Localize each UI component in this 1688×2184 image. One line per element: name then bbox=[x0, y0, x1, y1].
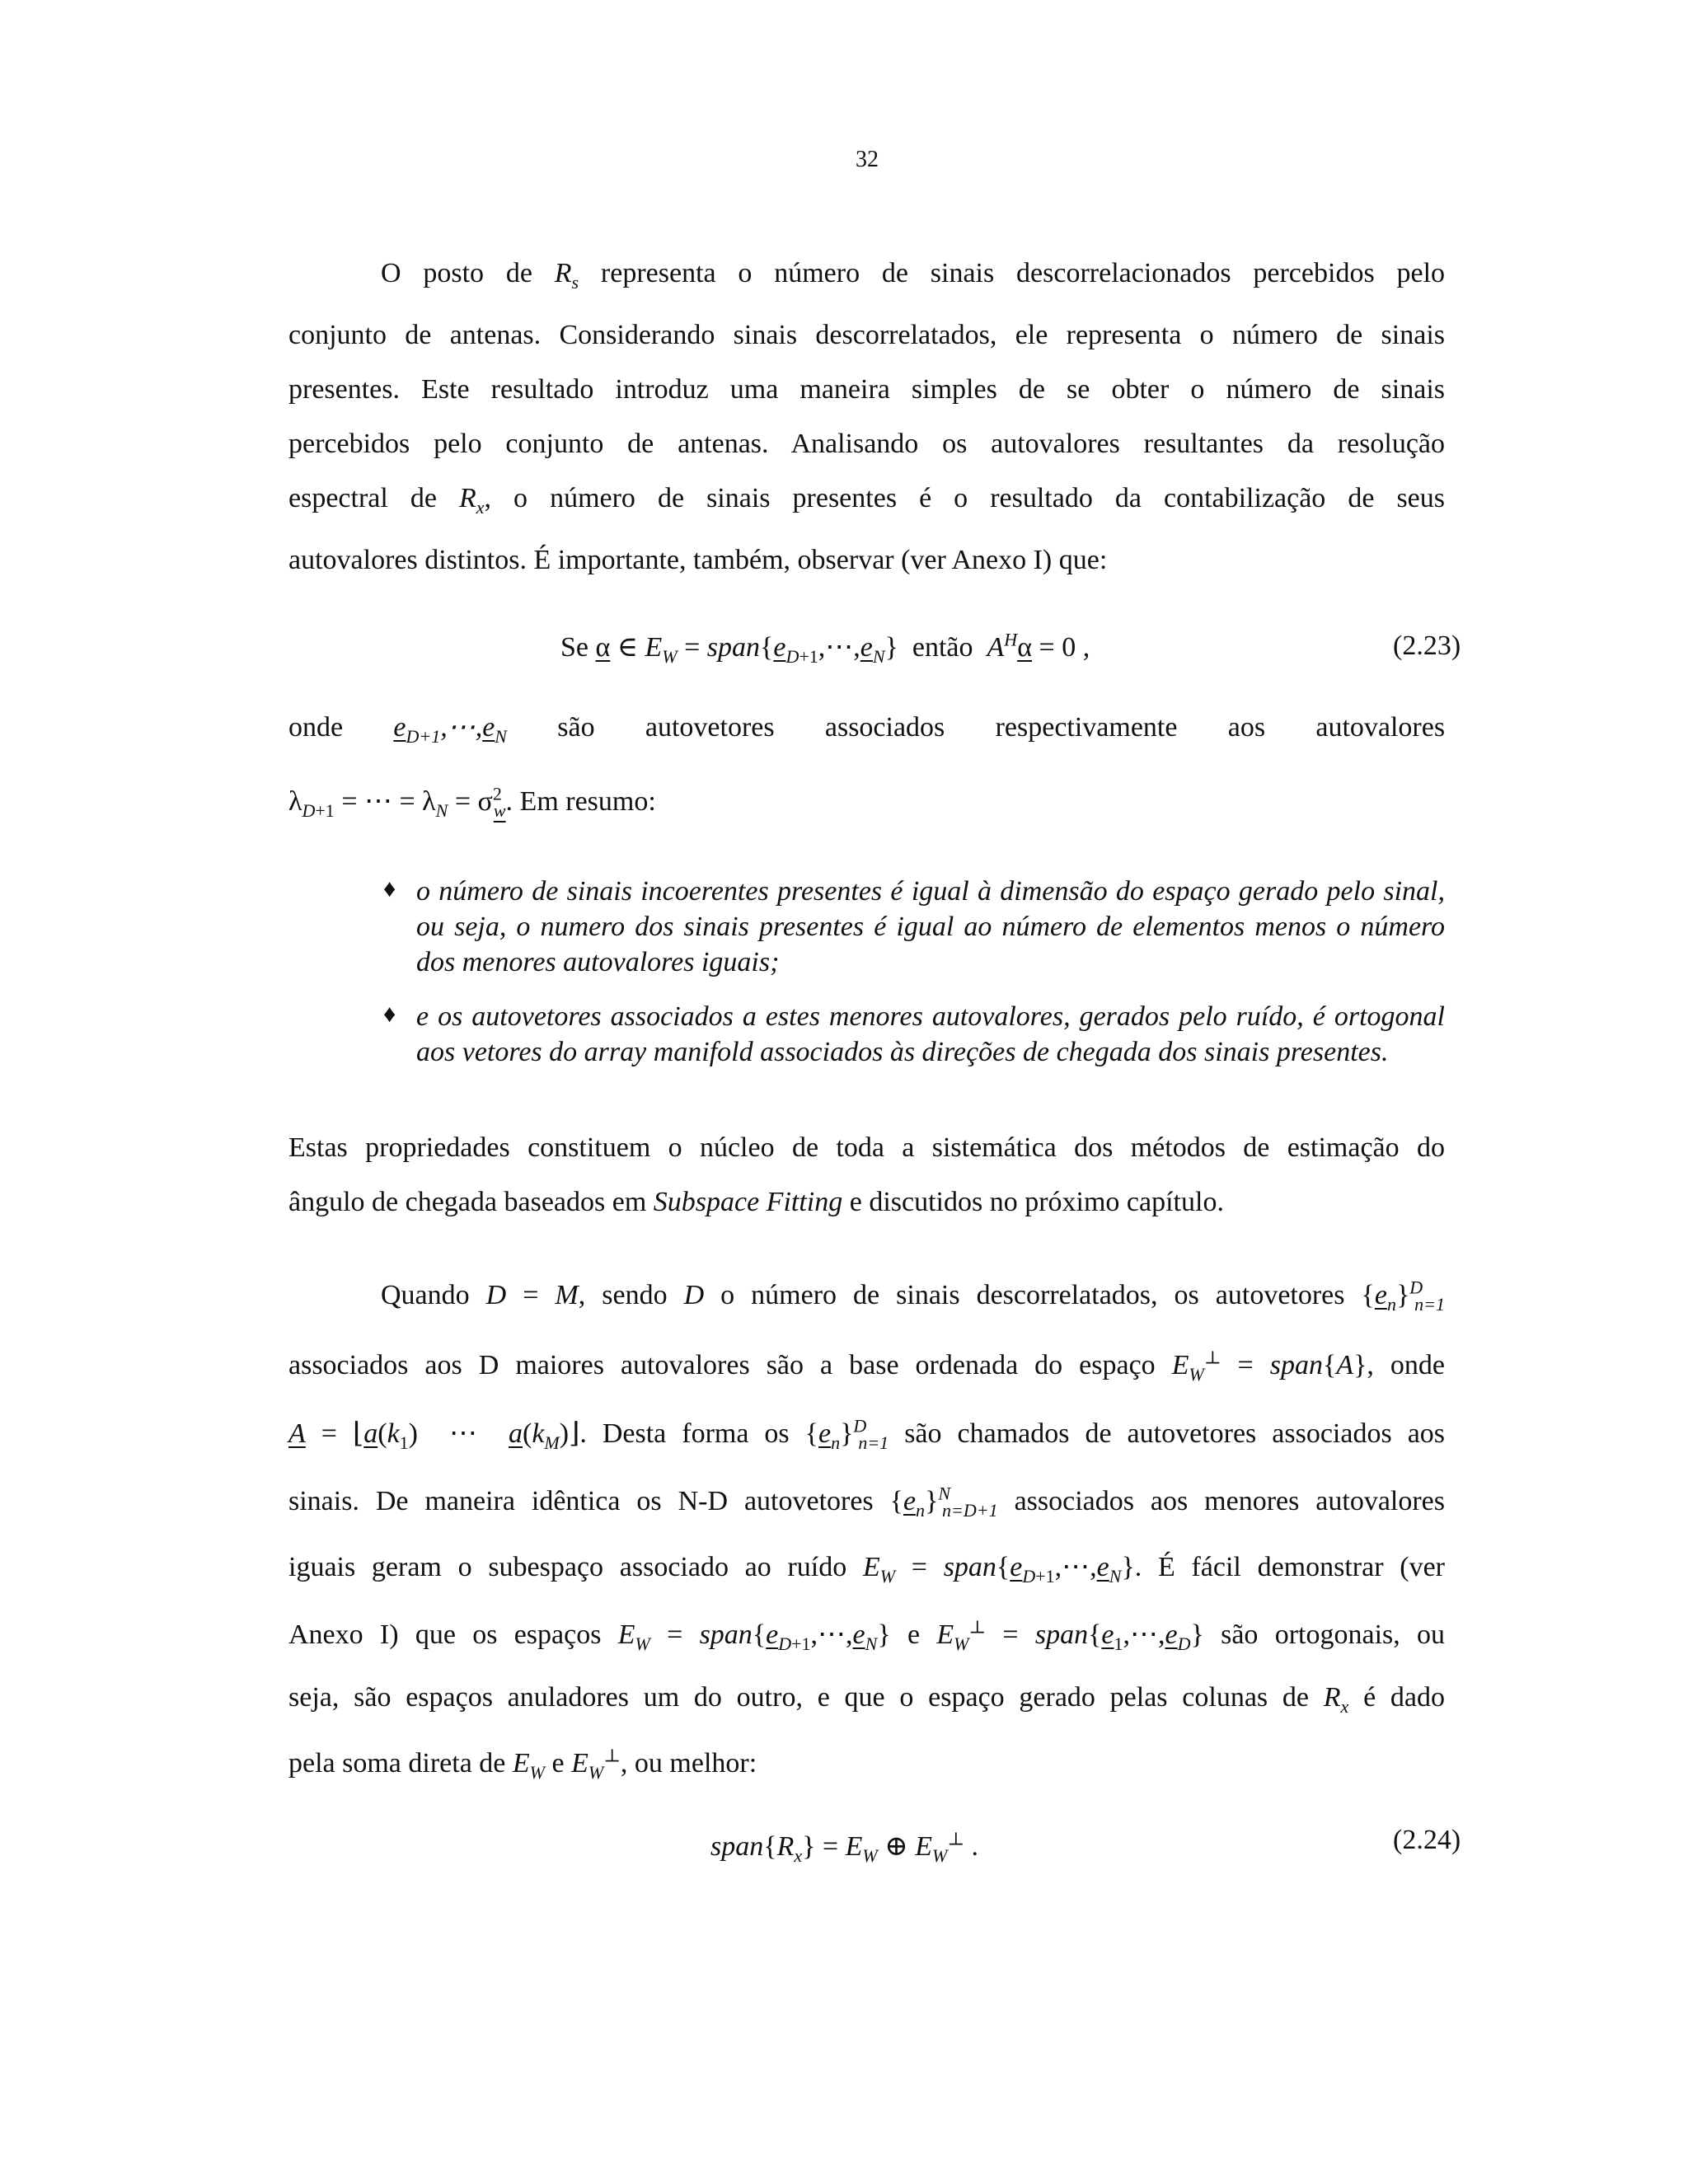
p4-line-3: $A = ⌊a(k_1)$ ⋯ $a(k_M)⌋$. Desta forma os $\{e_n\}^D_{n=1}$ são chamados de autovetores associados aos bbox=[288, 1415, 1446, 1453]
p1-line-4: percebidos pelo conjunto de antenas. Analisando os autovalores resultantes da resolução bbox=[288, 429, 1445, 459]
page-number: 32 bbox=[856, 147, 879, 172]
p4-line-2: associados aos D maiores autovalores são a base ordenada do espaço $E_W^\perp$ = span{A}, onde bbox=[288, 1347, 1445, 1385]
diamond-bullet-icon: ♦ bbox=[383, 1001, 396, 1028]
p3-line-1: Estas propriedades constituem o núcleo de toda a sistemática dos métodos de estimação do bbox=[288, 1132, 1445, 1163]
bullet-item-2: e os autovetores associados a estes menores autovalores, gerados pelo ruído, é ortogonal aos vetores do array manifold associados às direções de chegada dos sinais presentes. bbox=[416, 1001, 1445, 1067]
p2-line-2: $\lambda_{D+1}$ = ⋯ = $\lambda_N = \sigma^2_w$. Em resumo: bbox=[288, 783, 656, 821]
equation-2-24: $span\{R_x\} = E_W$ ⊕ $E_W^\perp$ . bbox=[710, 1828, 979, 1866]
p4-line-1: Quando D = M, sendo D o número de sinais descorrelatados, os autovetores $\{e_n\}^D_{n=1}$ bbox=[381, 1277, 1446, 1315]
p4-line-8: pela soma direta de $E_W$ e $E_W^\perp$, ou melhor: bbox=[288, 1745, 757, 1783]
p1-line-6: autovalores distintos. É importante, também, observar (ver Anexo I) que: bbox=[288, 545, 1108, 575]
p4-line-6: Anexo I) que os espaços $E_W$ = $span\{e_{D+1},\cdots,e_N\}$ e $E_W^\perp$ = $span\{e_1,\cdots,e_D\}$ são ortogonais, ou bbox=[288, 1616, 1446, 1654]
bullet-item-1: o número de sinais incoerentes presentes é igual à dimensão do espaço gerado pelo sinal, ou seja, o numero dos sinais presentes é igual ao número de elementos menos o número dos menores autovalores iguais; bbox=[416, 876, 1445, 977]
p1-line-1: O posto de $R_s$ representa o número de sinais descorrelacionados percebidos pelo bbox=[381, 258, 1446, 293]
p4-line-5: iguais geram o subespaço associado ao ruído $E_W$ = $span\{e_{D+1},\cdots,e_N\}$. É fácil demonstrar (ver bbox=[288, 1552, 1445, 1586]
equation-number-2-24: (2.24) bbox=[1393, 1825, 1461, 1855]
p2-line-1: onde $e_{D+1},\cdots,e_N$ são autovetores associados respectivamente aos autovalores bbox=[288, 712, 1446, 747]
p3-line-2: ângulo de chegada baseados em Subspace Fitting e discutidos no próximo capítulo. bbox=[288, 1187, 1224, 1217]
p4-line-7: seja, são espaços anuladores um do outro, e que o espaço gerado pelas colunas de $R_x$ é dado bbox=[288, 1682, 1446, 1717]
p1-line-3: presentes. Este resultado introduz uma maneira simples de se obter o número de sinais bbox=[288, 374, 1445, 405]
p1-line-5: espectral de $R_x$, o número de sinais presentes é o resultado da contabilização de seus bbox=[288, 483, 1446, 518]
p4-line-4: sinais. De maneira idêntica os N-D autovetores $\{e_n\}^N_{n=D+1}$ associados aos menores autovalores bbox=[288, 1483, 1446, 1521]
equation-2-23: Se α ∈ $E_W$ = $span\{e_{D+1},\cdots,e_N\}$ então $A^H\alpha = 0$ , bbox=[560, 629, 1090, 667]
diamond-bullet-icon: ♦ bbox=[383, 875, 396, 902]
equation-number-2-23: (2.23) bbox=[1393, 630, 1461, 661]
p1-line-2: conjunto de antenas. Considerando sinais descorrelatados, ele representa o número de sinais bbox=[288, 320, 1445, 350]
